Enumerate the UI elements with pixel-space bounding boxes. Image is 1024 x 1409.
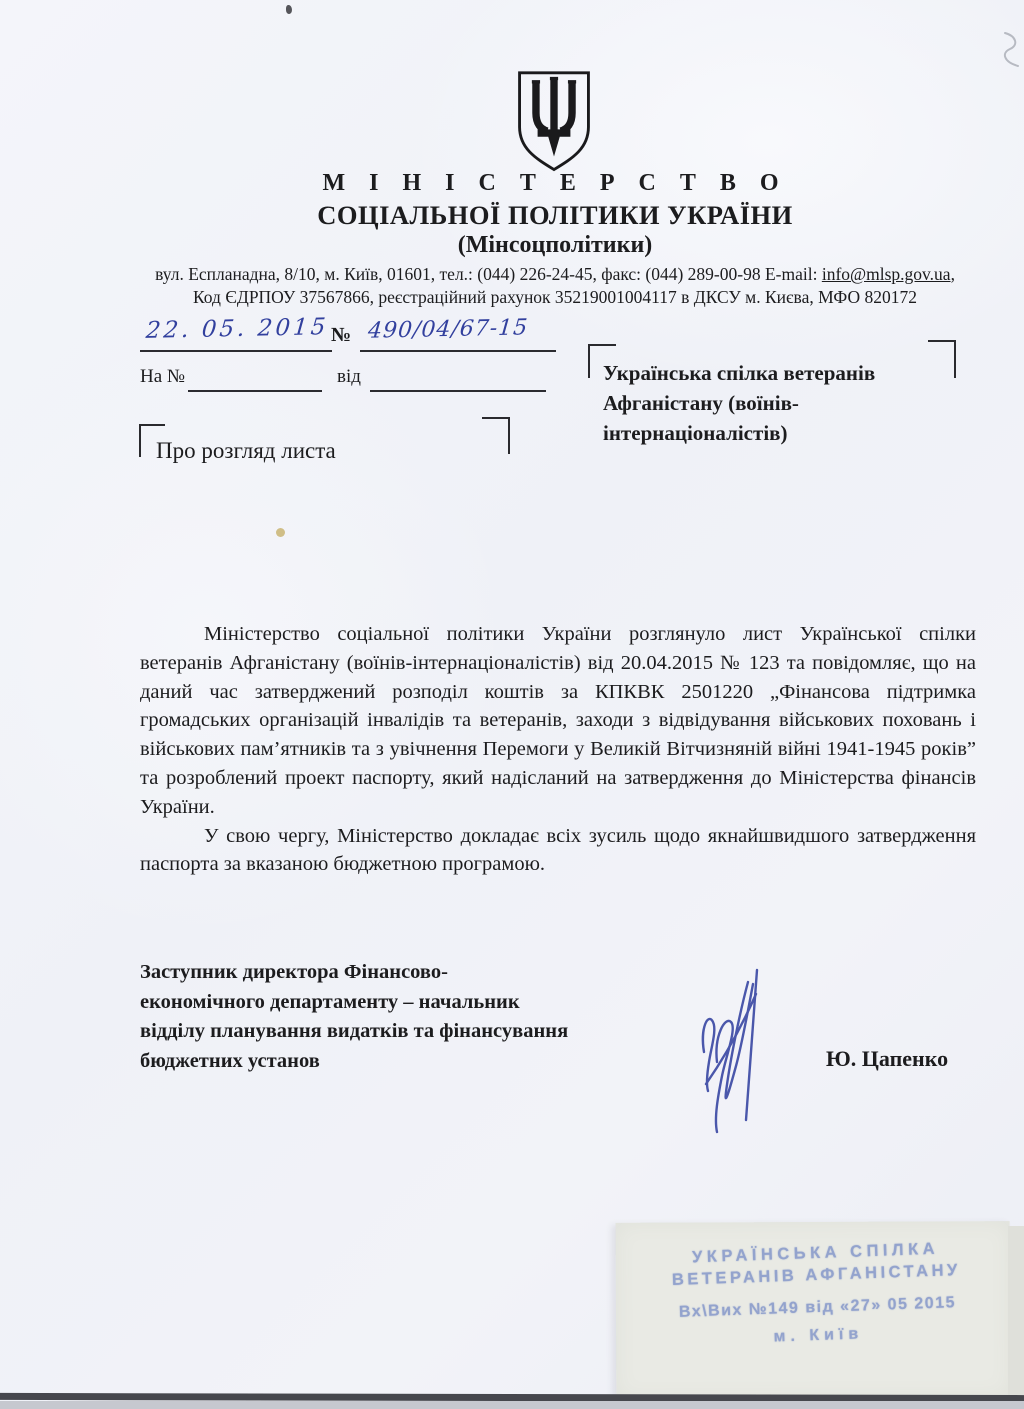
number-sign-label: № [331,324,352,346]
outgoing-date-field [140,316,332,352]
recipient-block [603,358,943,448]
ministry-name-line2: СОЦІАЛЬНОЇ ПОЛІТИКИ УКРАЇНИ [317,200,793,230]
signer-title-block [140,958,685,1076]
body-paragraph-1: Міністерство соціальної політики України розглянуло лист Української спілки ветеранів Афганістану (воїнів-інтернаціоналістів) від 20.04.2015 № 123 та повідомляє, що на даний час затверджений розподіл коштів за КПКВК 2501220 „Фінансова підтримка громадських організацій інвалідів та ветеранів, заходи з відвідування військових поховань і військових пам’ятників та з увічнення Перемоги у Великій Вітчизняній війні 1941-1945 років” та розроблений проект паспорту, який надісланий на затвердження до Міністерства фінансів України. [140,623,976,818]
reply-number-blank-field [188,362,322,392]
reply-from-label: від [337,366,361,387]
signer-title-line: Заступник директора Фінансово- [140,961,448,983]
handwritten-date: 22. 05. 2015 [144,314,330,344]
reply-number-label: На № [140,366,186,387]
subject-corner-mark-right [482,417,510,454]
address-text: вул. Еспланадна, 8/10, м. Київ, 01601, тел.: (044) 226-24-45, факс: (044) 289-00-98 E-mail: [155,264,822,284]
email-address: info@mlsp.gov.ua [821,264,951,284]
signer-name: Ю. Цапенко [826,1046,949,1071]
stamp-org-line1: УКРАЇНСЬКА СПІЛКА [691,1239,940,1267]
subject-line: Про розгляд листа [156,438,336,463]
recipient-line: Українська спілка ветеранів [603,361,876,385]
signer-title-line: відділу планування видатків та фінансування [140,1020,569,1042]
letterhead-contact-line [86,264,1024,285]
address-text-suffix: , [950,264,955,284]
handwritten-number: 490/04/67-15 [366,315,530,344]
attached-slip-paper-edge [1008,1226,1024,1398]
paper-stain-dot [276,528,285,537]
scan-speck [286,5,292,14]
incoming-registration-stamp [626,1237,1007,1351]
body-paragraph-2: У свою чергу, Міністерство докладає всіх зусиль щодо якнайшвидшого затвердження паспорта за вказаною бюджетною програмою. [140,824,976,876]
stamp-org-line2: ВЕТЕРАНІВ АФГАНІСТАНУ [671,1260,962,1290]
scan-edge-bottom-light [0,1401,1024,1409]
reply-date-blank-field [370,362,546,392]
pen-mark-top-right [996,24,1022,68]
signer-title-line: економічного департаменту – начальник [140,990,520,1013]
ukraine-trident-emblem-icon [513,68,595,176]
recipient-line: Афганістану (воїнів- [603,391,799,415]
handwritten-signature-icon [688,964,784,1136]
ministry-name-short: (Мінсоцполітики) [457,232,653,258]
outgoing-number-field [360,316,556,352]
letter-body [140,620,976,879]
ministry-name-line1: М І Н І С Т Е Р С Т В О [322,170,788,196]
letterhead-registration-line: Код ЄДРПОУ 37567866, реєстраційний рахунок 35219001004117 в ДКСУ м. Києва, МФО 820172 [193,287,917,307]
stamp-registration-line: Вх\Вих №149 від «27» 05 2015 [678,1294,957,1321]
signer-title-line: бюджетних установ [140,1049,320,1072]
recipient-line: інтернаціоналістів) [603,421,788,445]
stamp-city-line: м. Київ [773,1325,864,1346]
